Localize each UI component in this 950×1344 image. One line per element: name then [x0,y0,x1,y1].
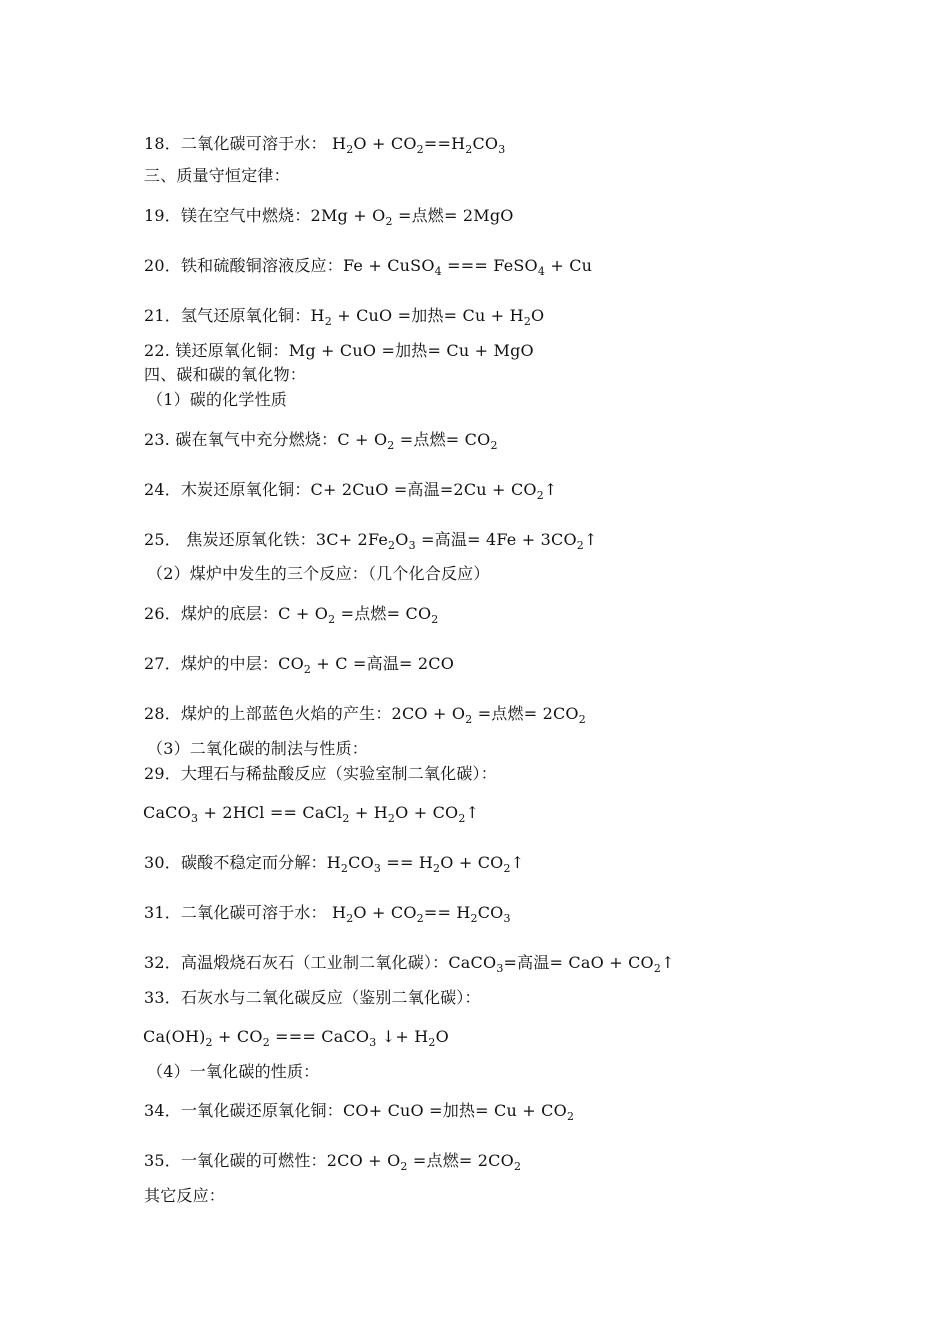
section-3-heading: 三、质量守恒定律： [144,166,290,185]
section-4-heading: 四、碳和碳的氧化物： [144,365,307,384]
equation-32: 32．高温煅烧石灰石（工业制二氧化碳）：CaCO$_3$=高温= CaO + $CO_2↑$ [144,953,675,975]
equation-28: 28．煤炉的上部蓝色火焰的产生：$2CO + O_2$ =点燃= $2CO_2$ [144,704,586,726]
equation-24: 24．木炭还原氧化铜：C+ 2CuO =高温$=2Cu + CO_2↑$ [144,480,558,502]
equation-18: 18．二氧化碳可溶于水： $H_2O + CO_2==H_2CO_3$ [144,134,506,156]
equation-33-title: 33．石灰水与二氧化碳反应（鉴别二氧化碳）： [144,988,481,1007]
equation-35: 35．一氧化碳的可燃性：$2CO + O_2$ =点燃= $2CO_2$ [144,1151,522,1173]
other-reactions-heading: 其它反应： [144,1186,226,1205]
equation-29: CaCO$_3$ + 2HCl == CaCl$_2$ + $H_2O$ + $CO_2↑$ [143,803,480,825]
equation-27: 27．煤炉的中层：$CO_2 + C$ =高温= 2CO [144,654,455,676]
equation-34: 34．一氧化碳还原氧化铜：CO+ CuO =加热= $Cu + CO_2$ [144,1101,575,1123]
equation-19: 19．镁在空气中燃烧：$2Mg + O_2$ =点燃= 2MgO [144,206,514,228]
subsection-2-heading: （2）煤炉中发生的三个反应：（几个化合反应） [147,564,490,583]
equation-21: 21．氢气还原氧化铜：$H_2$ + CuO =加热= $Cu + H_2O$ [144,306,545,328]
equation-31: 31．二氧化碳可溶于水： $H_2O + CO_2== H_2CO_3$ [144,903,511,925]
subsection-3-heading: （3）二氧化碳的制法与性质： [147,739,368,758]
equation-25: 25． 焦炭还原氧化铁：$3C+ 2Fe_2O_3$ =高温= $4Fe + 3CO_2↑$ [144,530,598,552]
equation-20: 20．铁和硫酸铜溶液反应：Fe + CuSO$_4$ === FeSO$_4$ + Cu [144,256,593,278]
subsection-1-heading: （1）碳的化学性质 [147,390,287,409]
equation-22: 22. 镁还原氧化铜：Mg + CuO =加热= Cu + MgO [144,341,534,360]
equation-26: 26．煤炉的底层：$C + O_2$ =点燃= $CO_2$ [144,604,439,626]
subsection-4-heading: （4）一氧化碳的性质： [147,1062,320,1081]
equation-23: 23. 碳在氧气中充分燃烧：$C + O_2$ =点燃= $CO_2$ [144,430,498,452]
equation-29-title: 29．大理石与稀盐酸反应（实验室制二氧化碳）： [144,764,497,783]
equation-30: 30．碳酸不稳定而分解：$H_2CO_3 == H_2O$ + $CO_2↑$ [144,853,525,875]
equation-33: $Ca(OH)_2 + CO_2$ === CaCO$_3$ ↓+ $H_2O$ [143,1027,449,1049]
